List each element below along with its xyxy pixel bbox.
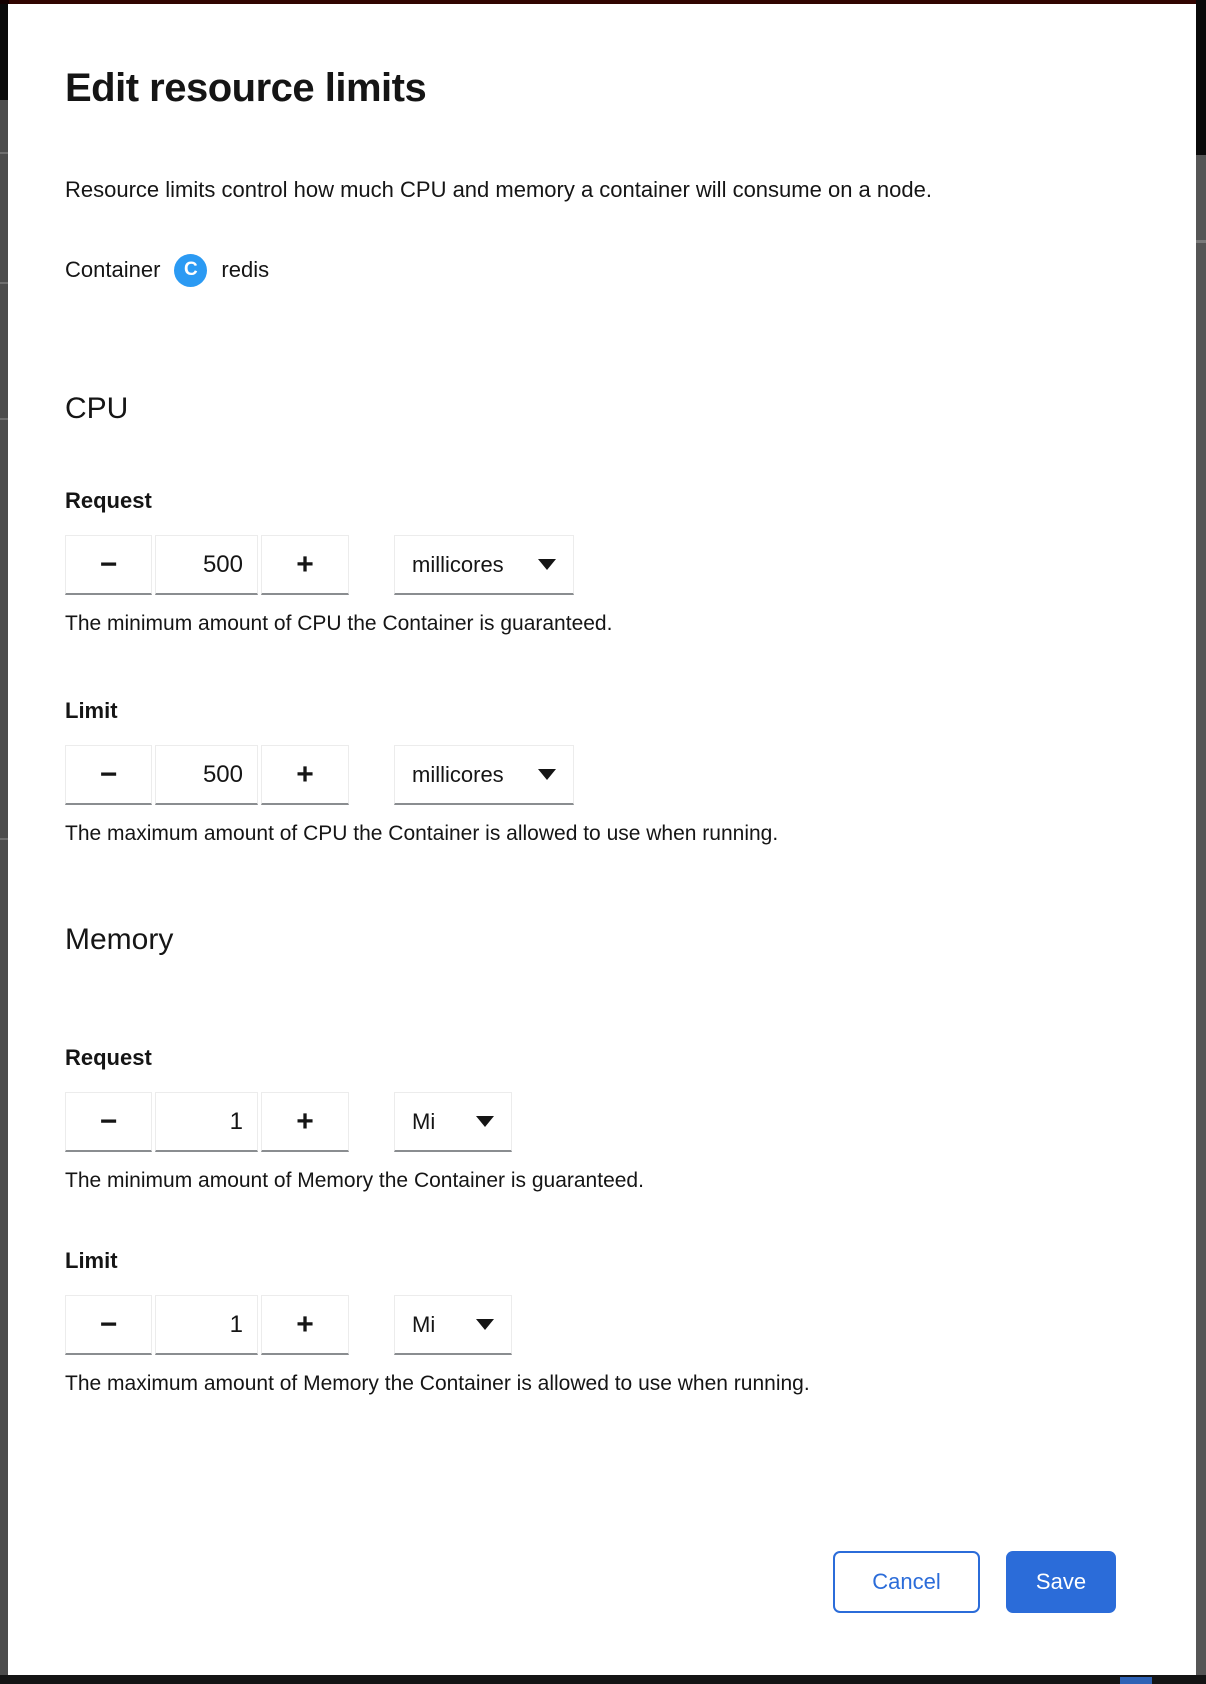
cpu-limit-input[interactable] [155,745,258,805]
unit-selected-value: Mi [412,1311,436,1337]
decrement-button[interactable]: − [65,535,152,595]
container-row [65,252,269,288]
field-label: Limit [65,698,118,723]
caret-down-icon [538,559,556,570]
caret-down-icon [538,769,556,780]
page-edge-bottom-accent [1120,1677,1152,1684]
cpu-request-field [65,488,1145,638]
section-heading-cpu: CPU [65,392,129,425]
memory-limit-stepper [65,1295,349,1355]
caret-down-icon [476,1116,494,1127]
page-edge-divider [0,838,8,840]
field-help-text: The maximum amount of CPU the Container is allowed to use when running. [65,822,779,846]
increment-button[interactable]: + [261,535,349,595]
cpu-request-stepper [65,535,349,595]
modal-title: Edit resource limits [65,66,427,110]
container-label: Container [65,257,161,282]
field-help-text: The minimum amount of Memory the Container is guaranteed. [65,1169,644,1193]
section-heading-memory: Memory [65,923,174,956]
memory-limit-unit-dropdown[interactable] [394,1295,512,1355]
increment-button[interactable]: + [261,1092,349,1152]
decrement-button[interactable]: − [65,1092,152,1152]
unit-selected-value: millicores [412,551,504,577]
decrement-button[interactable]: − [65,745,152,805]
field-label: Request [65,1045,152,1070]
save-button[interactable]: Save [1006,1551,1116,1613]
cpu-limit-unit-dropdown[interactable] [394,745,574,805]
cpu-limit-stepper [65,745,349,805]
unit-selected-value: millicores [412,761,504,787]
memory-limit-field [65,1248,1145,1398]
cpu-request-input[interactable] [155,535,258,595]
page-edge-left-masthead [0,4,8,100]
page-edge-divider [0,418,8,420]
page-edge-divider [0,152,8,154]
field-help-text: The minimum amount of CPU the Container is guaranteed. [65,612,613,636]
cpu-limit-field [65,698,1145,848]
modal-description: Resource limits control how much CPU and memory a container will consume on a node. [65,177,932,202]
field-help-text: The maximum amount of Memory the Container is allowed to use when running. [65,1372,810,1396]
page-edge-right-masthead [1196,0,1206,155]
increment-button[interactable]: + [261,1295,349,1355]
decrement-button[interactable]: − [65,1295,152,1355]
caret-down-icon [476,1319,494,1330]
field-label: Request [65,488,152,513]
page-edge-divider [0,282,8,284]
edit-resource-limits-modal [8,4,1196,1675]
modal-footer [8,1551,1196,1613]
increment-button[interactable]: + [261,745,349,805]
container-badge-icon: C [174,254,207,287]
memory-request-field [65,1045,1145,1195]
cancel-button[interactable]: Cancel [833,1551,980,1613]
page-edge-bottom [0,1675,1206,1684]
memory-limit-input[interactable] [155,1295,258,1355]
unit-selected-value: Mi [412,1108,436,1134]
container-name: redis [221,257,270,282]
cpu-request-unit-dropdown[interactable] [394,535,574,595]
page-scrollbar-track [1196,0,1206,1675]
memory-request-input[interactable] [155,1092,258,1152]
page-edge-left [0,4,8,1675]
page-edge-divider [1196,240,1206,243]
memory-request-unit-dropdown[interactable] [394,1092,512,1152]
memory-request-stepper [65,1092,349,1152]
field-label: Limit [65,1248,118,1273]
